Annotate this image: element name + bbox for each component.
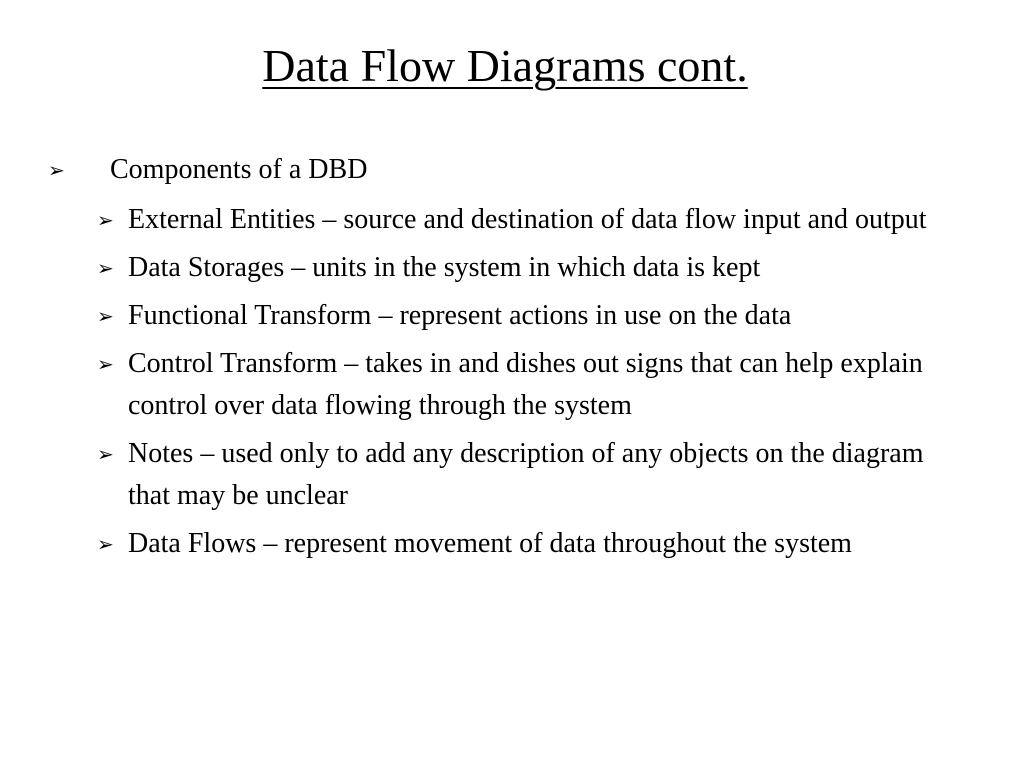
- sub-bullet-item: [97, 523, 957, 565]
- sub-bullet-item: [97, 433, 957, 517]
- arrow-bullet-icon: ➢: [48, 158, 65, 182]
- arrow-bullet-icon: ➢: [97, 442, 114, 466]
- slide-title: Data Flow Diagrams cont.: [262, 40, 748, 91]
- arrow-bullet-icon: ➢: [97, 352, 114, 376]
- sub-bullet-text-external-entities: External Entities – source and destination of data flow input and output: [128, 204, 927, 235]
- sub-bullet-text-data-flows: Data Flows – represent movement of data throughout the system: [128, 528, 852, 559]
- main-bullet-text: Components of a DBD: [110, 154, 368, 185]
- arrow-bullet-icon: ➢: [97, 208, 114, 232]
- sub-bullet-text-functional-transform: Functional Transform – represent actions in use on the data: [128, 300, 792, 331]
- sub-bullet-text-control-transform: Control Transform – takes in and dishes out signs that can help explain control over data flowing through the system: [128, 348, 923, 421]
- sub-bullet-item: [97, 247, 957, 289]
- sub-bullet-item: [97, 343, 957, 427]
- sub-bullet-list: [97, 199, 957, 571]
- arrow-bullet-icon: ➢: [97, 532, 114, 556]
- arrow-bullet-icon: ➢: [97, 256, 114, 280]
- main-bullet-point: [48, 150, 988, 190]
- sub-bullet-item: [97, 295, 957, 337]
- arrow-bullet-icon: ➢: [97, 304, 114, 328]
- sub-bullet-text-data-storages: Data Storages – units in the system in which data is kept: [128, 252, 761, 283]
- sub-bullet-text-notes: Notes – used only to add any description of any objects on the diagram that may be unclear: [128, 438, 924, 511]
- sub-bullet-item: [97, 199, 957, 241]
